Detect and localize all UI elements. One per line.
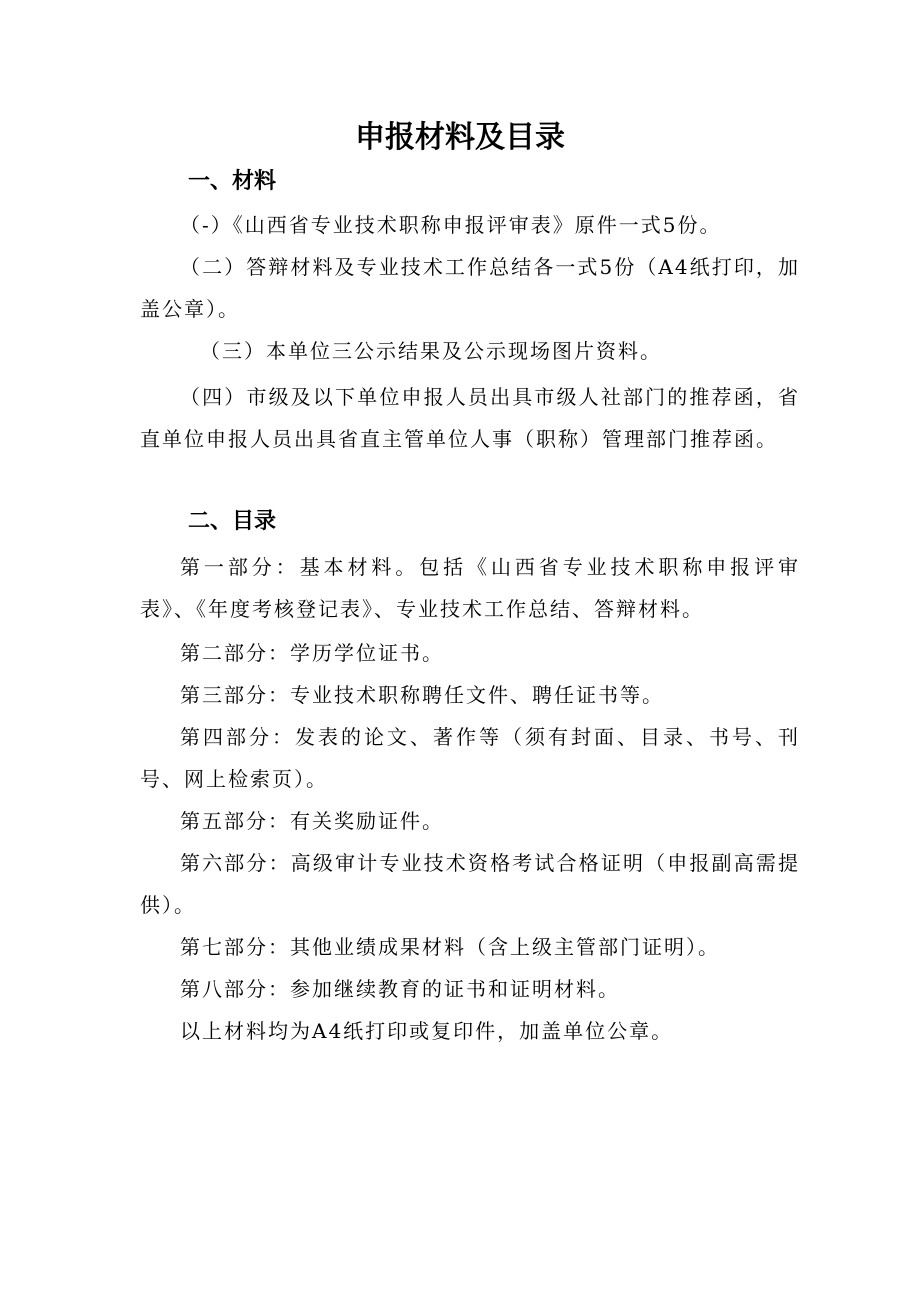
catalog-footnote: 以上材料均为A4纸打印或复印件，加盖单位公章。 <box>180 1019 674 1043</box>
section-heading-catalog: 二、目录 <box>188 509 277 534</box>
section-heading-materials: 一、材料 <box>188 169 277 194</box>
page-title: 申报材料及目录 <box>355 120 565 155</box>
catalog-item-3: 第三部分：专业技术职称聘任文件、聘任证书等。 <box>180 683 664 707</box>
materials-item-1: （-）《山西省专业技术职称申报评审表》原件一式5份。 <box>180 213 722 237</box>
catalog-item-8: 第八部分：参加继续教育的证书和证明材料。 <box>180 977 620 1001</box>
catalog-item-4: 第四部分：发表的论文、著作等（须有封面、目录、书号、刊号、网上检索页）。 <box>140 725 800 791</box>
catalog-item-6: 第六部分：高级审计专业技术资格考试合格证明（申报副高需提供）。 <box>140 851 800 917</box>
materials-item-2: （二）答辩材料及专业技术工作总结各一式5份（A4纸打印，加盖公章）。 <box>140 255 800 321</box>
materials-item-4: （四）市级及以下单位申报人员出具市级人社部门的推荐函，省直单位申报人员出具省直主管单位人事（职称）管理部门推荐函。 <box>140 385 800 451</box>
catalog-item-1: 第一部分：基本材料。包括《山西省专业技术职称申报评审表》、《年度考核登记表》、专业技术工作总结、答辩材料。 <box>140 555 800 621</box>
materials-item-3: （三）本单位三公示结果及公示现场图片资料。 <box>200 339 662 363</box>
catalog-item-5: 第五部分：有关奖励证件。 <box>180 809 444 833</box>
catalog-item-2: 第二部分：学历学位证书。 <box>180 641 444 665</box>
catalog-item-7: 第七部分：其他业绩成果材料（含上级主管部门证明）。 <box>180 935 720 959</box>
